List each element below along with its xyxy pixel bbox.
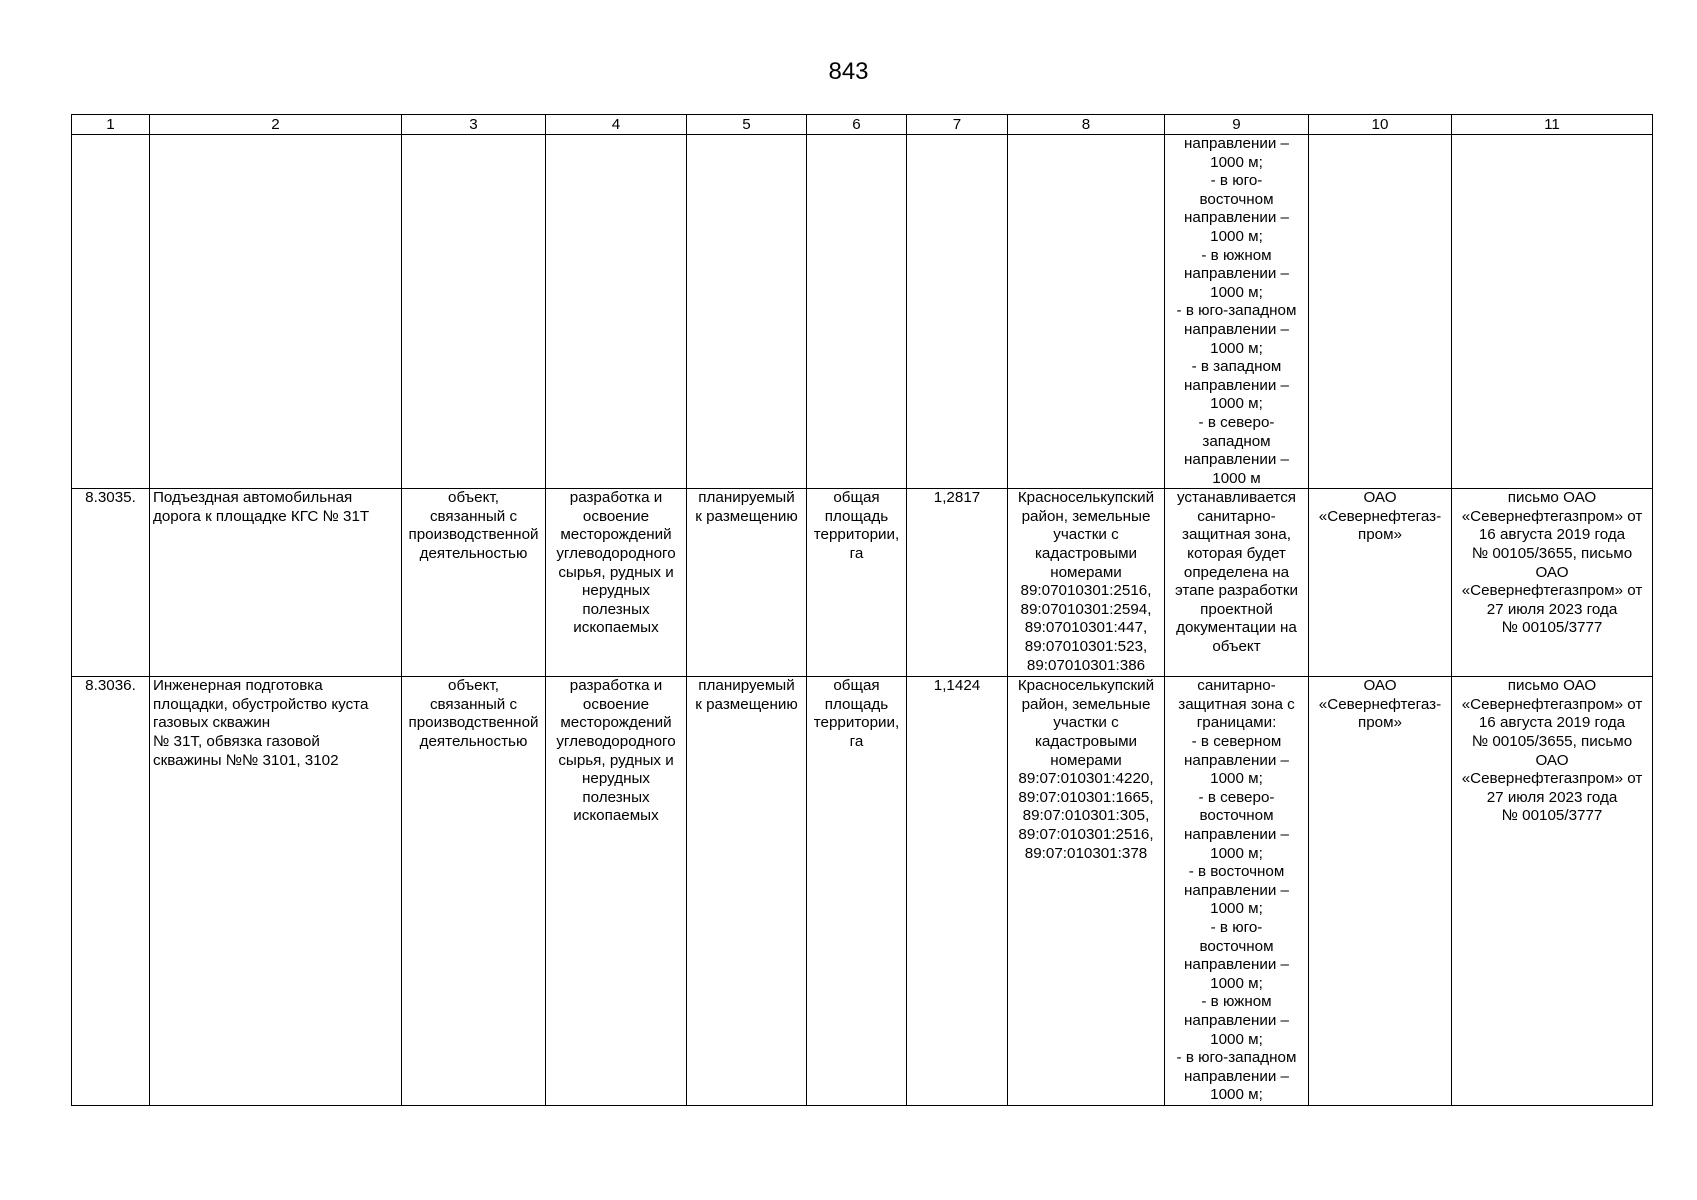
- cell-object-type: объект, связанный с производственной деятельностью: [402, 677, 546, 1106]
- column-header: 8: [1008, 115, 1165, 135]
- cell-characteristic: общая площадь территории, га: [807, 489, 907, 677]
- cell-object-name: Инженерная подготовка площадки, обустройство куста газовых скважин № 31Т, обвязка газовой скважины №№ 3101, 3102: [150, 677, 402, 1106]
- table-row: [72, 489, 1653, 677]
- cell-number: 8.3035.: [72, 489, 150, 677]
- cell-location: Красноселькупский район, земельные участки с кадастровыми номерами 89:07:010301:4220, 89:07:010301:1665, 89:07:010301:305, 89:07:010301:2516, 89:07:010301:378: [1008, 677, 1165, 1106]
- column-header: 10: [1309, 115, 1452, 135]
- cell-object-name: [150, 135, 402, 489]
- cell-basis: [1452, 135, 1653, 489]
- cell-location: Красноселькупский район, земельные участки с кадастровыми номерами 89:07010301:2516, 89:07010301:2594, 89:07010301:447, 89:07010301:523, 89:07010301:386: [1008, 489, 1165, 677]
- table-row: [72, 135, 1653, 489]
- cell-zone: санитарно- защитная зона с границами: - в северном направлении – 1000 м; - в северо- восточном направлении – 1000 м; - в восточном направлении – 1000 м; - в юго- восточном направлении – 1000 м; - в южном направлении – 1000 м; - в юго-западном направлении – 1000 м;: [1165, 677, 1309, 1106]
- cell-basis: письмо ОАО «Севернефтегазпром» от 16 августа 2019 года № 00105/3655, письмо ОАО «Севернефтегазпром» от 27 июля 2023 года № 00105/3777: [1452, 677, 1653, 1106]
- cell-organization: ОАО «Севернефтегаз- пром»: [1309, 489, 1452, 677]
- column-header: 11: [1452, 115, 1653, 135]
- column-number-header-row: [72, 115, 1653, 135]
- column-header: 2: [150, 115, 402, 135]
- cell-organization: [1309, 135, 1452, 489]
- page-number: 843: [828, 58, 869, 85]
- cell-value: [907, 135, 1008, 489]
- cell-value: 1,1424: [907, 677, 1008, 1106]
- cell-object-type: [402, 135, 546, 489]
- cell-object-type: объект, связанный с производственной деятельностью: [402, 489, 546, 677]
- table-row: [72, 677, 1653, 1106]
- cell-number: 8.3036.: [72, 677, 150, 1106]
- column-header: 9: [1165, 115, 1309, 135]
- cell-purpose: разработка и освоение месторождений углеводородного сырья, рудных и нерудных полезных ископаемых: [546, 489, 687, 677]
- column-header: 3: [402, 115, 546, 135]
- cell-number: [72, 135, 150, 489]
- registry-table: [71, 114, 1653, 1106]
- cell-organization: ОАО «Севернефтегаз- пром»: [1309, 677, 1452, 1106]
- cell-characteristic: общая площадь территории, га: [807, 677, 907, 1106]
- cell-zone: устанавливается санитарно- защитная зона, которая будет определена на этапе разработки проектной документации на объект: [1165, 489, 1309, 677]
- cell-status: планируемый к размещению: [687, 677, 807, 1106]
- cell-purpose: [546, 135, 687, 489]
- cell-purpose: разработка и освоение месторождений углеводородного сырья, рудных и нерудных полезных ископаемых: [546, 677, 687, 1106]
- cell-object-name: Подъездная автомобильная дорога к площадке КГС № 31Т: [150, 489, 402, 677]
- cell-basis: письмо ОАО «Севернефтегазпром» от 16 августа 2019 года № 00105/3655, письмо ОАО «Севернефтегазпром» от 27 июля 2023 года № 00105/3777: [1452, 489, 1653, 677]
- cell-location: [1008, 135, 1165, 489]
- cell-value: 1,2817: [907, 489, 1008, 677]
- cell-status: [687, 135, 807, 489]
- column-header: 6: [807, 115, 907, 135]
- column-header: 1: [72, 115, 150, 135]
- cell-characteristic: [807, 135, 907, 489]
- cell-zone: направлении – 1000 м; - в юго- восточном направлении – 1000 м; - в южном направлении – 1000 м; - в юго-западном направлении – 1000 м; - в западном направлении – 1000 м; - в северо- западном направлении – 1000 м: [1165, 135, 1309, 489]
- column-header: 4: [546, 115, 687, 135]
- column-header: 5: [687, 115, 807, 135]
- cell-status: планируемый к размещению: [687, 489, 807, 677]
- column-header: 7: [907, 115, 1008, 135]
